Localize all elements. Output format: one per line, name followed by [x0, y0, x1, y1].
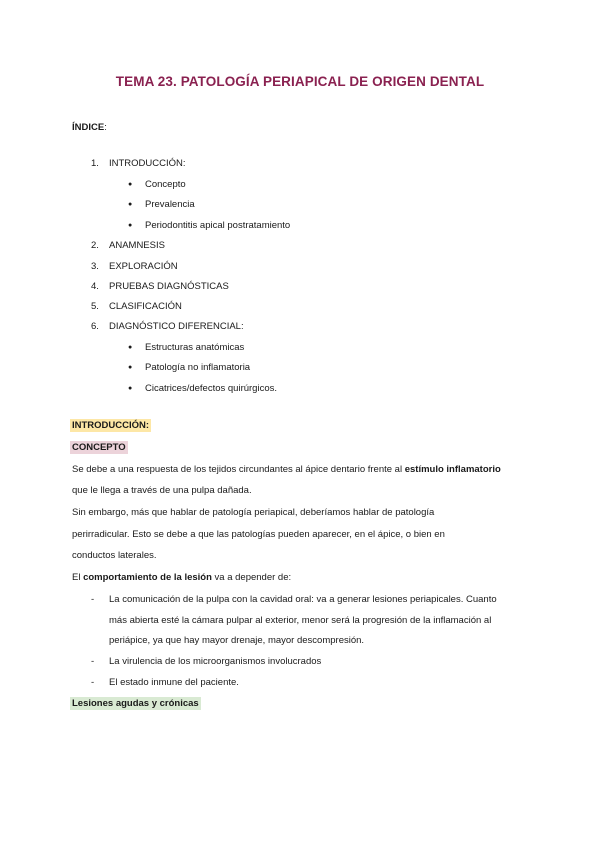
paragraph-bold-text: estímulo inflamatorio	[404, 464, 501, 475]
list-item-1-line-2: más abierta esté la cámara pulpar al exterior, menor será la progresión de la inflamación al	[109, 615, 492, 626]
toc-subitem: Concepto	[145, 179, 186, 190]
concepto-heading-text: CONCEPTO	[72, 442, 126, 453]
intro-heading-text: INTRODUCCIÓN:	[72, 420, 150, 431]
paragraph-text: El	[72, 572, 84, 583]
toc-item-number: 6.	[91, 321, 99, 332]
toc-subitem: Prevalencia	[145, 199, 195, 210]
concepto-heading	[72, 442, 128, 453]
toc-item-1	[91, 158, 186, 169]
paragraph-2-line-1: Sin embargo, más que hablar de patología periapical, deberíamos hablar de patología	[72, 507, 435, 518]
toc-item-number: 5.	[91, 301, 99, 312]
dash-icon: -	[91, 677, 95, 688]
paragraph-3	[72, 572, 291, 583]
toc-subitem: Estructuras anatómicas	[145, 342, 245, 353]
toc-item-label: CLASIFICACIÓN	[109, 301, 182, 312]
index-colon: :	[104, 122, 107, 133]
intro-heading	[72, 420, 151, 431]
bullet-icon: ●	[128, 344, 133, 351]
toc-item-label: INTRODUCCIÓN:	[109, 158, 186, 169]
lesiones-heading	[72, 698, 201, 709]
list-item-2: La virulencia de los microorganismos involucrados	[109, 656, 322, 667]
toc-item-number: 2.	[91, 240, 99, 251]
dash-icon: -	[91, 594, 95, 605]
paragraph-2-line-2: perirradicular. Esto se debe a que las patologías pueden aparecer, en el ápice, o bien en	[72, 529, 445, 540]
paragraph-1-line-1	[72, 464, 501, 475]
toc-item-4	[91, 281, 229, 292]
toc-item-label: EXPLORACIÓN	[109, 261, 178, 272]
paragraph-text: va a depender de:	[211, 572, 292, 583]
toc-item-label: DIAGNÓSTICO DIFERENCIAL:	[109, 321, 244, 332]
dash-icon: -	[91, 656, 95, 667]
paragraph-text: Se debe a una respuesta de los tejidos circundantes al ápice dentario frente al	[72, 464, 405, 475]
toc-item-label: ANAMNESIS	[109, 240, 165, 251]
list-item-1-line-1: La comunicación de la pulpa con la cavidad oral: va a generar lesiones periapicales. Cuanto	[109, 594, 497, 605]
paragraph-bold-text: comportamiento de la lesión	[83, 572, 212, 583]
bullet-icon: ●	[128, 364, 133, 371]
bullet-icon: ●	[128, 222, 133, 229]
lesiones-heading-text: Lesiones agudas y crónicas	[72, 698, 199, 709]
toc-item-number: 3.	[91, 261, 99, 272]
paragraph-2-line-3: conductos laterales.	[72, 550, 157, 561]
toc-item-number: 4.	[91, 281, 99, 292]
toc-item-label: PRUEBAS DIAGNÓSTICAS	[109, 281, 229, 292]
toc-item-2	[91, 240, 165, 251]
bullet-icon: ●	[128, 201, 133, 208]
list-item-1-line-3: periápice, ya que hay mayor drenaje, mayor descompresión.	[109, 635, 365, 646]
document-title: TEMA 23. PATOLOGÍA PERIAPICAL DE ORIGEN DENTAL	[115, 74, 485, 89]
toc-item-6	[91, 321, 244, 332]
toc-item-3	[91, 261, 178, 272]
toc-subitem: Patología no inflamatoria	[145, 362, 251, 373]
toc-item-5	[91, 301, 182, 312]
toc-item-number: 1.	[91, 158, 99, 169]
index-heading	[72, 122, 107, 133]
paragraph-1-line-2: que le llega a través de una pulpa dañada.	[72, 485, 252, 496]
list-item-3: El estado inmune del paciente.	[109, 677, 239, 688]
index-label: ÍNDICE	[72, 122, 105, 133]
bullet-icon: ●	[128, 385, 133, 392]
toc-subitem: Periodontitis apical postratamiento	[145, 220, 291, 231]
toc-subitem: Cicatrices/defectos quirúrgicos.	[145, 383, 277, 394]
bullet-icon: ●	[128, 181, 133, 188]
